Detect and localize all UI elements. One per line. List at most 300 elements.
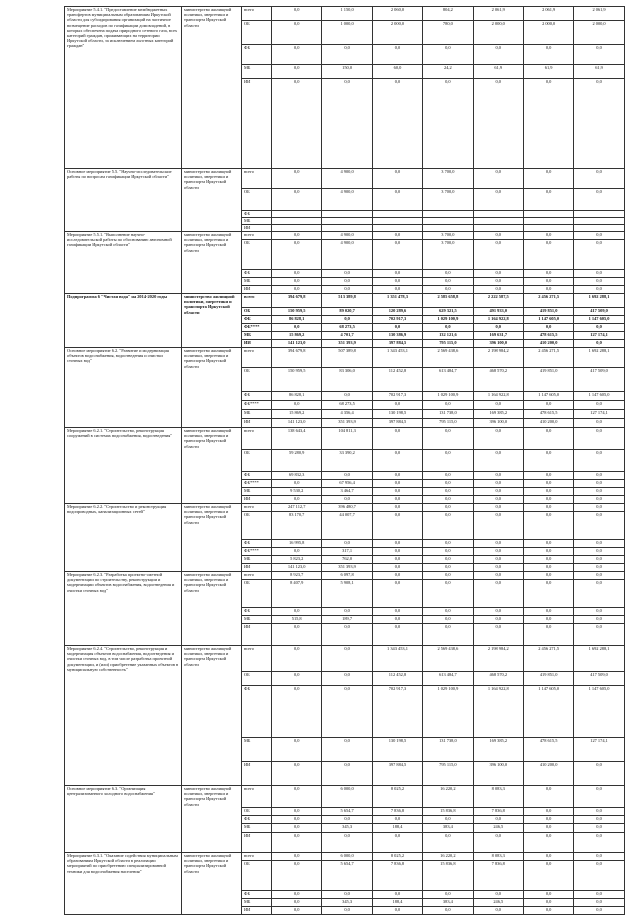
activity-name: Мероприятие 6.2.2. "Строительство и реконструкция водопроводных, канализационных сетей" — [65, 504, 182, 572]
funding-source: МБ — [242, 556, 272, 564]
amount-cell — [523, 211, 573, 218]
amount-cell: 150 959,5 — [272, 308, 322, 316]
table-row — [65, 786, 625, 808]
activity-name: Мероприятие 6.2.4. "Строительство, реконструкция и модернизация объектов водоснабжения, водоотведения и очистки сточных вод, в том числе разработка проектной документации, и (или) приобретение указанных объектов в муниципальную собственность" — [65, 646, 182, 786]
amount-cell: 613 484,7 — [423, 368, 473, 392]
amount-cell: 0,0 — [523, 556, 573, 564]
amount-cell: 188,4 — [372, 824, 422, 833]
amount-cell: 0,0 — [322, 472, 372, 480]
funding-source: ФБ — [242, 686, 272, 738]
amount-cell: 0,0 — [322, 540, 372, 548]
amount-cell: 0,0 — [473, 324, 523, 332]
amount-cell: 3 700,0 — [423, 189, 473, 211]
executor: министерство жилищной политики, энергетики и транспорта Иркутской области — [182, 504, 242, 572]
amount-cell: 0,0 — [523, 861, 573, 891]
table-row — [65, 294, 625, 308]
amount-cell — [372, 211, 422, 218]
executor: министерство жилищной политики, энергетики и транспорта Иркутской области — [182, 169, 242, 232]
amount-cell: 0,0 — [322, 646, 372, 672]
amount-cell: 0,0 — [523, 816, 573, 824]
amount-cell: 68 273,5 — [322, 401, 372, 410]
amount-cell: 120 289,6 — [372, 308, 422, 316]
amount-cell: 0,0 — [272, 824, 322, 833]
amount-cell: 1 147 605,0 — [523, 686, 573, 738]
amount-cell — [473, 218, 523, 225]
amount-cell — [574, 218, 624, 225]
amount-cell: 4 900,0 — [322, 232, 372, 240]
amount-cell: 7 836,8 — [372, 808, 422, 816]
amount-cell: 0,0 — [423, 616, 473, 624]
amount-cell: 112 452,8 — [372, 672, 422, 686]
executor: министерство жилищной политики, энергетики и транспорта Иркутской области — [182, 786, 242, 853]
amount-cell: 0,0 — [473, 79, 523, 169]
executor: министерство жилищной политики, энергетики и транспорта Иркутской области — [182, 348, 242, 428]
amount-cell: 6 000,0 — [322, 853, 372, 861]
amount-cell: 0,0 — [372, 564, 422, 572]
amount-cell: 246,5 — [473, 899, 523, 907]
amount-cell: 0,0 — [423, 79, 473, 169]
amount-cell: 0,0 — [272, 496, 322, 504]
amount-cell: 702 917,3 — [372, 316, 422, 324]
funding-source: всего — [242, 232, 272, 240]
activity-name: Мероприятие 6.2.3. "Разработка проектно-сметной документации по строительству, реконструкции и модернизации объектов водоснабжения, водоотведения и очистки сточных вод" — [65, 572, 182, 646]
amount-cell: 0,0 — [473, 428, 523, 450]
amount-cell: 0,0 — [423, 624, 473, 646]
amount-cell: 0,0 — [272, 808, 322, 816]
amount-cell: 513 389,8 — [322, 294, 372, 308]
amount-cell: 8 083,3 — [473, 853, 523, 861]
amount-cell: 1 164 922,8 — [473, 392, 523, 401]
amount-cell: 702 917,3 — [372, 392, 422, 401]
amount-cell: 61,9 — [473, 65, 523, 79]
amount-cell: 2 456 271,5 — [523, 646, 573, 672]
amount-cell: 83 170,7 — [272, 512, 322, 540]
amount-cell: 0,0 — [523, 891, 573, 899]
amount-cell: 1 147 605,0 — [523, 316, 573, 324]
amount-cell: 0,0 — [574, 564, 624, 572]
amount-cell: 0,0 — [322, 672, 372, 686]
amount-cell: 89 020,7 — [322, 308, 372, 316]
amount-cell: 2 000,0 — [372, 21, 422, 45]
funding-source: всего — [242, 7, 272, 21]
amount-cell: 351 393,9 — [322, 340, 372, 348]
funding-source: ФБ — [242, 608, 272, 616]
amount-cell: 127 174,1 — [574, 410, 624, 419]
amount-cell: 0,0 — [523, 428, 573, 450]
executor: министерство жилищной политики, энергетики и транспорта Иркутской области — [182, 428, 242, 504]
amount-cell: 0,0 — [423, 428, 473, 450]
amount-cell: 61,9 — [523, 65, 573, 79]
amount-cell: 169 385,2 — [473, 738, 523, 762]
funding-source: ИИ — [242, 624, 272, 646]
amount-cell: 397 884,5 — [372, 419, 422, 428]
funding-source: МБ — [242, 410, 272, 419]
amount-cell: 0,0 — [523, 480, 573, 488]
amount-cell: 0,0 — [272, 548, 322, 556]
funding-source: ОБ — [242, 861, 272, 891]
amount-cell: 0,0 — [523, 324, 573, 332]
amount-cell: 16 220,2 — [423, 853, 473, 861]
amount-cell: 0,0 — [272, 401, 322, 410]
amount-cell: 804,2 — [423, 7, 473, 21]
amount-cell: 0,0 — [473, 616, 523, 624]
amount-cell: 0,0 — [372, 324, 422, 332]
amount-cell — [322, 211, 372, 218]
amount-cell: 0,0 — [574, 512, 624, 540]
amount-cell: 16 995,8 — [272, 540, 322, 548]
amount-cell: 0,0 — [523, 232, 573, 240]
amount-cell: 0,0 — [372, 580, 422, 608]
amount-cell: 3 700,0 — [423, 232, 473, 240]
amount-cell: 0,0 — [574, 816, 624, 824]
amount-cell: 0,0 — [423, 324, 473, 332]
amount-cell: 0,0 — [574, 278, 624, 286]
amount-cell: 0,0 — [272, 21, 322, 45]
amount-cell: 3 700,0 — [423, 240, 473, 270]
amount-cell: 0,0 — [574, 833, 624, 853]
amount-cell: 0,0 — [473, 833, 523, 853]
amount-cell: 0,0 — [574, 548, 624, 556]
amount-cell: 0,0 — [372, 540, 422, 548]
amount-cell: 0,0 — [523, 488, 573, 496]
amount-cell: 1 147 605,0 — [574, 686, 624, 738]
amount-cell: 0,0 — [272, 79, 322, 169]
amount-cell: 394 679,8 — [272, 348, 322, 368]
amount-cell: 351 393,9 — [322, 419, 372, 428]
amount-cell: 0,0 — [272, 861, 322, 891]
amount-cell: 0,0 — [574, 556, 624, 564]
amount-cell: 8 923,7 — [272, 572, 322, 580]
amount-cell: 0,0 — [423, 45, 473, 65]
amount-cell: 0,0 — [473, 232, 523, 240]
amount-cell: 0,0 — [372, 624, 422, 646]
amount-cell: 0,0 — [272, 278, 322, 286]
amount-cell: 0,0 — [473, 169, 523, 189]
amount-cell: 68 273,5 — [322, 324, 372, 332]
amount-cell: 0,0 — [423, 891, 473, 899]
amount-cell: 0,0 — [523, 786, 573, 808]
amount-cell: 0,0 — [423, 504, 473, 512]
funding-source: всего — [242, 786, 272, 808]
amount-cell: 1 000,0 — [322, 21, 372, 45]
amount-cell: 141 123,0 — [272, 564, 322, 572]
amount-cell: 0,0 — [574, 324, 624, 332]
amount-cell: 383,4 — [423, 899, 473, 907]
amount-cell: 8 025,2 — [372, 786, 422, 808]
funding-source: всего — [242, 348, 272, 368]
amount-cell — [272, 225, 322, 232]
amount-cell: 0,0 — [523, 504, 573, 512]
amount-cell: 1 150,0 — [322, 7, 372, 21]
amount-cell: 478 615,5 — [523, 332, 573, 340]
amount-cell: 0,0 — [574, 240, 624, 270]
amount-cell: 2 585 658,8 — [423, 294, 473, 308]
funding-source: ИИ — [242, 340, 272, 348]
activity-name: Основное мероприятие 6.3. "Организация централизованного холодного водоснабжения" — [65, 786, 182, 853]
amount-cell: 0,0 — [473, 540, 523, 548]
amount-cell: 4 701,7 — [322, 332, 372, 340]
amount-cell: 397 884,5 — [372, 762, 422, 786]
amount-cell: 396 100,0 — [473, 419, 523, 428]
amount-cell: 138 643,4 — [272, 428, 322, 450]
funding-source: МБ — [242, 824, 272, 833]
amount-cell: 1 029 100,9 — [423, 686, 473, 738]
funding-source: ФБ — [242, 472, 272, 480]
amount-cell: 0,0 — [523, 907, 573, 915]
amount-cell: 15 836,8 — [423, 861, 473, 891]
amount-cell: 127 174,1 — [574, 332, 624, 340]
amount-cell: 0,0 — [523, 608, 573, 616]
amount-cell: 345,3 — [322, 824, 372, 833]
amount-cell: 246,5 — [473, 824, 523, 833]
amount-cell: 0,0 — [574, 624, 624, 646]
amount-cell: 507 389,8 — [322, 348, 372, 368]
amount-cell: 0,0 — [372, 270, 422, 278]
amount-cell: 0,0 — [523, 472, 573, 480]
funding-source: ИИ — [242, 79, 272, 169]
funding-source: всего — [242, 294, 272, 308]
amount-cell: 0,0 — [322, 392, 372, 401]
amount-cell: 0,0 — [423, 401, 473, 410]
amount-cell: 0,0 — [372, 616, 422, 624]
table-row — [65, 7, 625, 21]
amount-cell: 169 385,2 — [473, 410, 523, 419]
amount-cell: 394 679,8 — [272, 294, 322, 308]
amount-cell: 0,0 — [272, 786, 322, 808]
amount-cell: 0,0 — [523, 616, 573, 624]
amount-cell: 0,0 — [372, 286, 422, 294]
amount-cell: 0,0 — [272, 286, 322, 294]
funding-source: ФБ**** — [242, 548, 272, 556]
amount-cell: 2 569 438,6 — [423, 646, 473, 672]
amount-cell: 0,0 — [574, 608, 624, 616]
amount-cell: 1 147 605,0 — [574, 316, 624, 324]
amount-cell: 8 025,2 — [372, 853, 422, 861]
amount-cell — [574, 225, 624, 232]
activity-name: Мероприятие 5.5.1. "Выполнение научно-исследовательской работы по обоснованию автономной газификации Иркутской области" — [65, 232, 182, 294]
amount-cell: 0,0 — [574, 496, 624, 504]
table-row — [65, 428, 625, 450]
amount-cell: 60,0 — [372, 65, 422, 79]
amount-cell: 468 570,2 — [473, 672, 523, 686]
amount-cell: 2 222 587,5 — [473, 294, 523, 308]
funding-source: ФБ**** — [242, 480, 272, 488]
amount-cell: 0,0 — [372, 450, 422, 472]
amount-cell: 15 869,2 — [272, 410, 322, 419]
funding-source: всего — [242, 646, 272, 672]
amount-cell: 0,0 — [372, 488, 422, 496]
amount-cell: 0,0 — [473, 504, 523, 512]
amount-cell: 0,0 — [523, 580, 573, 608]
amount-cell: 0,0 — [523, 169, 573, 189]
amount-cell — [423, 211, 473, 218]
amount-cell: 0,0 — [272, 907, 322, 915]
amount-cell: 0,0 — [322, 270, 372, 278]
amount-cell: 0,0 — [272, 480, 322, 488]
amount-cell: 2 456 271,5 — [523, 294, 573, 308]
amount-cell: 2 000,0 — [523, 21, 573, 45]
amount-cell: 0,0 — [523, 564, 573, 572]
amount-cell: 0,0 — [523, 278, 573, 286]
amount-cell: 410 200,0 — [523, 419, 573, 428]
amount-cell: 410 200,0 — [523, 340, 573, 348]
amount-cell: 0,0 — [523, 540, 573, 548]
amount-cell: 795 115,0 — [423, 762, 473, 786]
amount-cell: 0,0 — [473, 572, 523, 580]
amount-cell: 6 000,0 — [322, 786, 372, 808]
amount-cell — [372, 225, 422, 232]
amount-cell: 0,0 — [523, 496, 573, 504]
amount-cell: 0,0 — [322, 624, 372, 646]
amount-cell: 0,0 — [322, 286, 372, 294]
amount-cell: 0,0 — [322, 278, 372, 286]
amount-cell — [322, 218, 372, 225]
funding-source: ФБ**** — [242, 324, 272, 332]
amount-cell: 0,0 — [523, 853, 573, 861]
amount-cell: 0,0 — [423, 833, 473, 853]
amount-cell: 2 061,9 — [473, 7, 523, 21]
table-row — [65, 572, 625, 580]
amount-cell: 0,0 — [423, 907, 473, 915]
amount-cell: 3 464,7 — [322, 488, 372, 496]
amount-cell: 417 509,0 — [574, 368, 624, 392]
amount-cell: 0,0 — [272, 189, 322, 211]
amount-cell: 2 061,9 — [574, 7, 624, 21]
amount-cell: 0,0 — [473, 480, 523, 488]
funding-source: МБ — [242, 899, 272, 907]
amount-cell: 396 480,7 — [322, 504, 372, 512]
amount-cell: 7 836,8 — [473, 861, 523, 891]
funding-source: ОБ — [242, 240, 272, 270]
amount-cell: 5 823,2 — [272, 556, 322, 564]
funding-source: ИИ — [242, 419, 272, 428]
amount-cell: 130 386,9 — [372, 332, 422, 340]
amount-cell: 0,0 — [372, 79, 422, 169]
amount-cell: 44 007,7 — [322, 512, 372, 540]
funding-source: ФБ — [242, 270, 272, 278]
amount-cell: 130 198,5 — [372, 738, 422, 762]
executor: министерство жилищной политики, энергетики и транспорта Иркутской области — [182, 7, 242, 169]
amount-cell: 2 456 271,5 — [523, 348, 573, 368]
amount-cell: 0,0 — [372, 907, 422, 915]
amount-cell: 69 832,3 — [272, 472, 322, 480]
amount-cell: 0,0 — [372, 278, 422, 286]
amount-cell: 0,0 — [574, 580, 624, 608]
amount-cell: 0,0 — [523, 240, 573, 270]
amount-cell: 4 900,0 — [322, 240, 372, 270]
amount-cell: 0,0 — [372, 428, 422, 450]
amount-cell: 0,0 — [272, 816, 322, 824]
amount-cell — [473, 225, 523, 232]
amount-cell: 0,0 — [372, 608, 422, 616]
funding-source: ФБ — [242, 316, 272, 324]
amount-cell: 0,0 — [322, 45, 372, 65]
amount-cell: 780,0 — [423, 21, 473, 45]
amount-cell: 0,0 — [574, 504, 624, 512]
amount-cell — [523, 225, 573, 232]
amount-cell: 0,0 — [372, 572, 422, 580]
amount-cell: 795 115,0 — [423, 340, 473, 348]
activity-name: Мероприятие 6.2.1. "Строительство, реконструкция сооружений в системах водоснабжения, водоотведения" — [65, 428, 182, 504]
amount-cell: 0,0 — [372, 401, 422, 410]
amount-cell: 0,0 — [574, 419, 624, 428]
amount-cell: 33 390,2 — [322, 450, 372, 472]
amount-cell: 0,0 — [322, 79, 372, 169]
amount-cell: 0,0 — [523, 79, 573, 169]
amount-cell: 0,0 — [272, 853, 322, 861]
amount-cell: 0,0 — [372, 496, 422, 504]
amount-cell: 0,0 — [473, 548, 523, 556]
amount-cell: 629 321,5 — [423, 308, 473, 316]
amount-cell: 131 738,0 — [423, 410, 473, 419]
activity-name: Мероприятие 5.4.1. "Предоставление межбюджетных трансфертов муниципальным образованиям Иркутской области для субсидирования организаций на частичное возмещение расходов по газификации домовладений, в которых обеспечена подача природного сетевого газа, всех категорий граждан, проживающих на территории Иркутской области, за исключением льготных категорий граждан" — [65, 7, 182, 169]
amount-cell — [322, 225, 372, 232]
amount-cell: 0,0 — [272, 232, 322, 240]
amount-cell: 0,0 — [473, 512, 523, 540]
amount-cell: 0,0 — [523, 270, 573, 278]
amount-cell: 0,0 — [272, 899, 322, 907]
amount-cell: 0,0 — [574, 232, 624, 240]
table-row — [65, 232, 625, 240]
funding-source: ОБ — [242, 808, 272, 816]
amount-cell — [372, 218, 422, 225]
amount-cell: 0,0 — [272, 833, 322, 853]
amount-cell: 0,0 — [322, 891, 372, 899]
amount-cell: 0,0 — [523, 808, 573, 816]
amount-cell: 0,0 — [574, 450, 624, 472]
amount-cell: 2 060,0 — [372, 7, 422, 21]
amount-cell: 0,0 — [574, 899, 624, 907]
amount-cell: 0,0 — [523, 401, 573, 410]
amount-cell: 1 164 922,8 — [473, 316, 523, 324]
funding-source: МБ — [242, 278, 272, 286]
amount-cell: 150,0 — [322, 65, 372, 79]
amount-cell: 189,7 — [322, 616, 372, 624]
amount-cell: 0,0 — [423, 564, 473, 572]
activity-name: Мероприятие 6.3.1. "Оказание содействия муниципальным образованиям Иркутской области в реализации мероприятий по приобретению специализированной техники для водоснабжения населения" — [65, 853, 182, 915]
amount-cell: 0,0 — [423, 556, 473, 564]
amount-cell: 6 097,8 — [322, 572, 372, 580]
table-row — [65, 169, 625, 189]
funding-source: ФБ — [242, 45, 272, 65]
amount-cell: 5 654,7 — [322, 861, 372, 891]
amount-cell: 0,0 — [372, 189, 422, 211]
amount-cell: 0,0 — [473, 624, 523, 646]
amount-cell: 8 407,9 — [272, 580, 322, 608]
amount-cell: 419 851,0 — [523, 672, 573, 686]
amount-cell: 130 198,5 — [372, 410, 422, 419]
amount-cell: 0,0 — [574, 45, 624, 65]
amount-cell: 83 306,0 — [322, 368, 372, 392]
amount-cell: 0,0 — [473, 816, 523, 824]
amount-cell: 0,0 — [272, 624, 322, 646]
amount-cell: 0,0 — [423, 548, 473, 556]
amount-cell: 0,0 — [473, 278, 523, 286]
funding-source: ИИ — [242, 496, 272, 504]
funding-source: ОБ — [242, 672, 272, 686]
amount-cell: 0,0 — [423, 540, 473, 548]
funding-source: ФБ**** — [242, 401, 272, 410]
amount-cell: 0,0 — [473, 556, 523, 564]
amount-cell — [272, 211, 322, 218]
amount-cell: 4 900,0 — [322, 189, 372, 211]
amount-cell: 795 115,0 — [423, 419, 473, 428]
amount-cell: 417 509,0 — [574, 308, 624, 316]
amount-cell: 0,0 — [473, 189, 523, 211]
amount-cell: 0,0 — [272, 65, 322, 79]
amount-cell: 5 908,1 — [322, 580, 372, 608]
amount-cell: 0,0 — [322, 816, 372, 824]
